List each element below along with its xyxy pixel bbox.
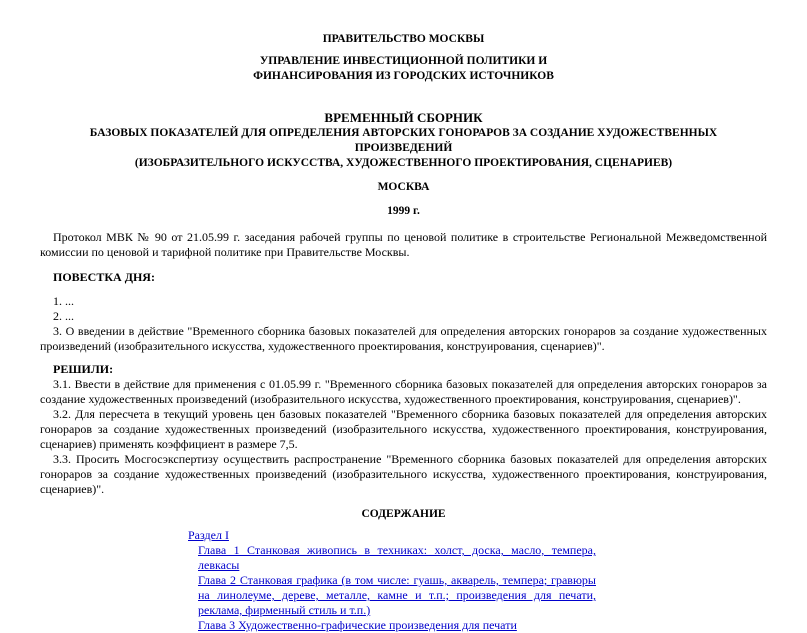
toc-link-chapter-3[interactable]: Глава 3 Художественно-графические произведения для печати <box>198 618 517 632</box>
decisions-list <box>40 377 767 497</box>
agenda-item: 1. ... <box>53 294 74 308</box>
document-subtitle-line-2: (ИЗОБРАЗИТЕЛЬНОГО ИСКУССТВА, ХУДОЖЕСТВЕННОГО ПРОЕКТИРОВАНИЯ, СЦЕНАРИЕВ) <box>134 157 673 169</box>
agenda-item: 3. О введении в действие "Временного сборника базовых показателей для определения авторских гонораров за создание художественных произведений (изобразительного искусства, художественного проектирования, конструирования, сценариев)". <box>40 324 767 353</box>
protocol-paragraph: Протокол МВК № 90 от 21.05.99 г. заседания рабочей группы по ценовой политике в строительстве Региональной Межведомственной комиссии по ценовой и тарифной политике при Правительстве Москвы. <box>40 230 767 259</box>
government-name: ПРАВИТЕЛЬСТВО МОСКВЫ <box>322 33 485 45</box>
document-subtitle-line-1: БАЗОВЫХ ПОКАЗАТЕЛЕЙ ДЛЯ ОПРЕДЕЛЕНИЯ АВТОРСКИХ ГОНОРАРОВ ЗА СОЗДАНИЕ ХУДОЖЕСТВЕННЫХ ПРОИЗВЕДЕНИЙ <box>89 127 718 154</box>
contents-heading: СОДЕРЖАНИЕ <box>361 508 446 520</box>
toc-link-chapter-2[interactable]: Глава 2 Станковая графика (в том числе: гуашь, акварель, темпера; гравюры на линолеуме, дереве, металле, камне и т.п.; произведения для печати, реклама, фирменный стиль и т.п.) <box>198 573 596 617</box>
decision-item: 3.1. Ввести в действие для применения с 01.05.99 г. "Временного сборника базовых показателей для определения авторских гонораров за создание художественных произведений (изобразительного искусства, художественного проектирования, конструирования, сценариев)". <box>40 377 767 406</box>
agenda-item: 2. ... <box>53 309 74 323</box>
document-title: ВРЕМЕННЫЙ СБОРНИК <box>324 110 483 125</box>
toc-link-chapter-1[interactable]: Глава 1 Станковая живопись в техниках: холст, доска, масло, темпера, левкасы <box>198 543 596 572</box>
toc-link-section-1[interactable]: Раздел I <box>188 528 229 542</box>
table-of-contents <box>188 528 596 633</box>
department-line-2: ФИНАНСИРОВАНИЯ ИЗ ГОРОДСКИХ ИСТОЧНИКОВ <box>253 70 554 82</box>
department-line-1: УПРАВЛЕНИЕ ИНВЕСТИЦИОННОЙ ПОЛИТИКИ И <box>259 55 548 67</box>
decision-item: 3.2. Для пересчета в текущий уровень цен базовых показателей "Временного сборника базовых показателей для определения авторских гонораров за создание художественных произведений (изобразительного искусства, художественного проектирования, конструирования, сценариев) применять коэффициент в размере 7,5. <box>40 407 767 451</box>
year: 1999 г. <box>387 205 420 217</box>
decided-heading: РЕШИЛИ: <box>53 362 114 376</box>
city: МОСКВА <box>377 181 430 193</box>
agenda-list <box>40 294 767 354</box>
decision-item: 3.3. Просить Мосгосэкспертизу осуществить распространение "Временного сборника базовых показателей для определения авторских гонораров за создание художественных произведений (изобразительного искусства, художественного проектирования, конструирования, сценариев)". <box>40 452 767 496</box>
agenda-heading: ПОВЕСТКА ДНЯ: <box>53 270 155 284</box>
